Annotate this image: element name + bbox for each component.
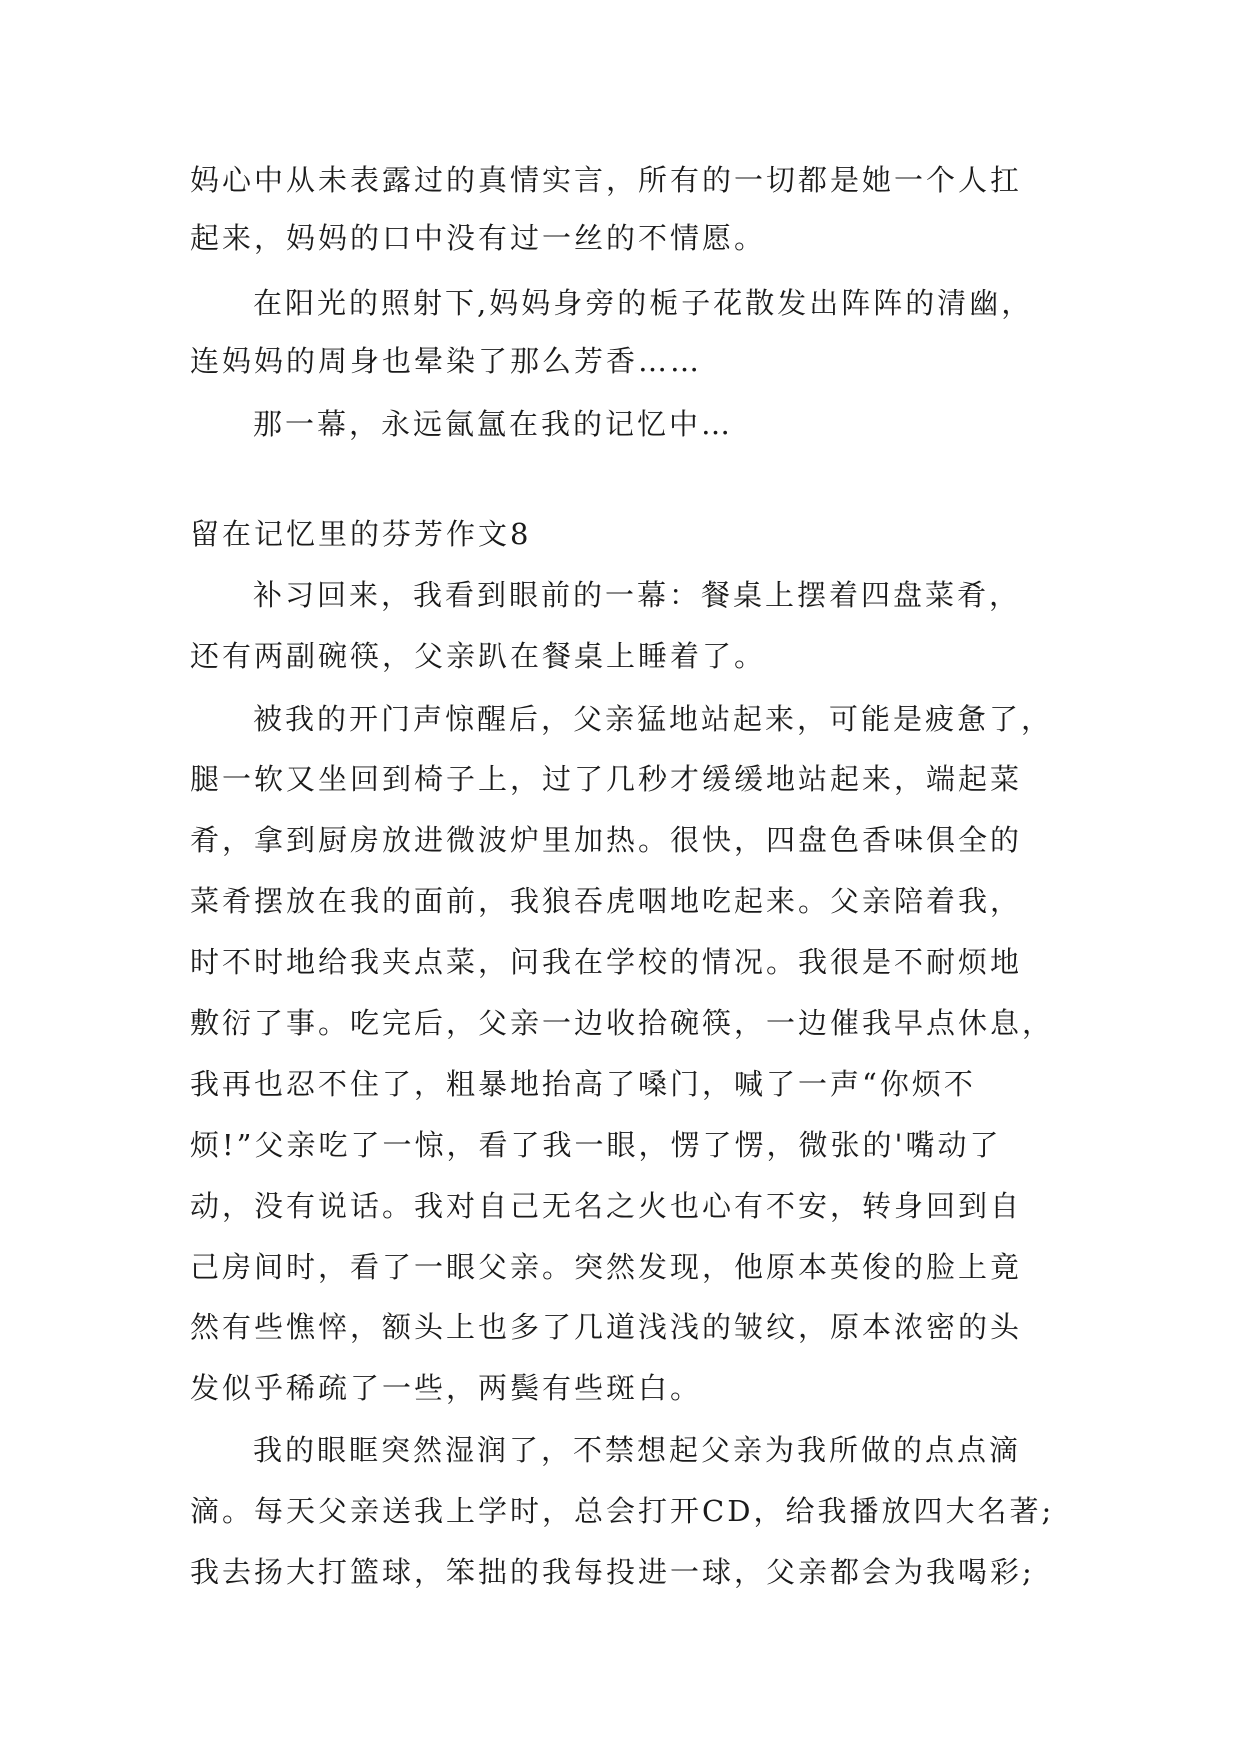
paragraph-line: 被我的开门声惊醒后，父亲猛地站起来，可能是疲惫了， [253, 702, 1054, 736]
paragraph-line: 烦!”父亲吃了一惊，看了我一眼，愣了愣，微张的'嘴动了 [190, 1128, 1002, 1162]
paragraph-line: 起来，妈妈的口中没有过一丝的不情愿。 [190, 221, 767, 255]
paragraph-line: 腿一软又坐回到椅子上，过了几秒才缓缓地站起来，端起菜 [190, 762, 1023, 796]
paragraph-line: 然有些憔悴，额头上也多了几道浅浅的皱纹，原本浓密的头 [190, 1310, 1023, 1344]
paragraph-line: 时不时地给我夹点菜，问我在学校的情况。我很是不耐烦地 [190, 945, 1023, 979]
paragraph-line: 己房间时，看了一眼父亲。突然发现，他原本英俊的脸上竟 [190, 1250, 1023, 1284]
paragraph-line: 肴，拿到厨房放进微波炉里加热。很快，四盘色香味俱全的 [190, 823, 1023, 857]
paragraph-line: 我的眼眶突然湿润了，不禁想起父亲为我所做的点点滴 [253, 1433, 1022, 1467]
paragraph-line: 敷衍了事。吃完后，父亲一边收拾碗筷，一边催我早点休息， [190, 1006, 1055, 1040]
paragraph-line: 那一幕，永远氤氲在我的记忆中… [253, 407, 734, 441]
paragraph-line: 还有两副碗筷，父亲趴在餐桌上睡着了。 [190, 639, 767, 673]
section-title: 留在记忆里的芬芳作文8 [190, 517, 532, 551]
paragraph-line: 妈心中从未表露过的真情实言，所有的一切都是她一个人扛 [190, 163, 1023, 197]
paragraph-line: 我再也忍不住了，粗暴地抬高了嗓门，喊了一声“你烦不 [190, 1067, 976, 1101]
paragraph-line: 我去扬大打篮球，笨拙的我每投进一球，父亲都会为我喝彩; [190, 1555, 1035, 1589]
paragraph-line: 发似乎稀疏了一些，两鬓有些斑白。 [190, 1371, 703, 1405]
paragraph-line: 在阳光的照射下,妈妈身旁的栀子花散发出阵阵的清幽， [253, 286, 1034, 320]
paragraph-line: 补习回来，我看到眼前的一幕：餐桌上摆着四盘菜肴， [253, 578, 1022, 612]
paragraph-line: 连妈妈的周身也晕染了那么芳香…… [190, 344, 703, 378]
paragraph-line: 动，没有说话。我对自己无名之火也心有不安，转身回到自 [190, 1189, 1023, 1223]
paragraph-line: 菜肴摆放在我的面前，我狼吞虎咽地吃起来。父亲陪着我， [190, 884, 1023, 918]
paragraph-line: 滴。每天父亲送我上学时，总会打开CD，给我播放四大名著; [190, 1494, 1055, 1528]
